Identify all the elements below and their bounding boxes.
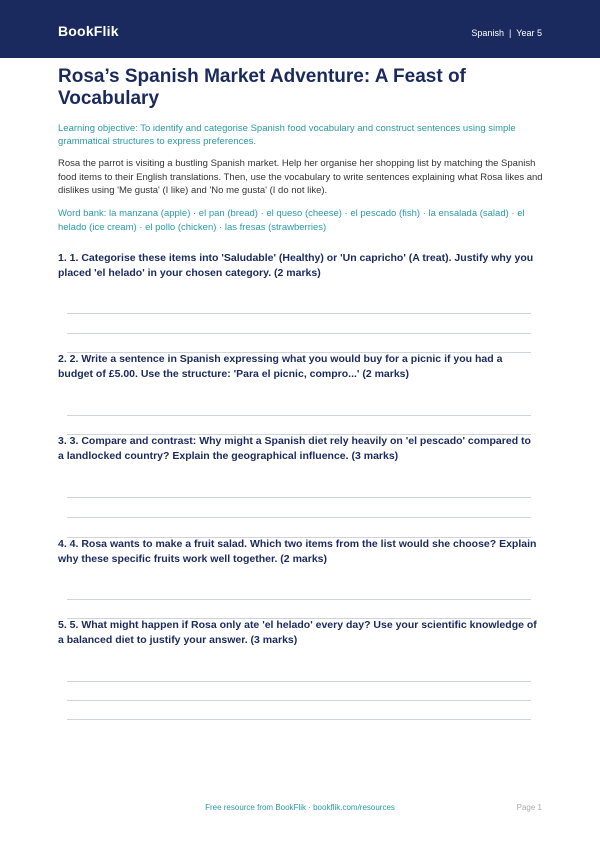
subject-label: Spanish (471, 28, 504, 38)
answer-line[interactable] (67, 497, 531, 498)
question-2: 2. 2. Write a sentence in Spanish expressing what you would buy for a picnic if you had a budget of £5.00. Use the structure: 'Para el picnic, compro...' (2 marks) (58, 353, 503, 380)
word-bank: Word bank: la manzana (apple) · el pan (bread) · el queso (cheese) · el pescado (fish) · la ensalada (salad) · el helado (ice cream) · el pollo (chicken) · las fresas (strawberries) (58, 208, 525, 233)
year-label: Year 5 (516, 28, 542, 38)
page-number: Page 1 (516, 803, 542, 812)
intro-paragraph: Rosa the parrot is visiting a bustling Spanish market. Help her organise her shopping list by matching the Spanish food items to their English translations. Then, use the vocabulary to write sentences explaining what Rosa likes and dislikes using 'Me gusta' (I like) and 'No me gusta' (I do not like). (58, 158, 543, 196)
brand-logo-text: BookFlik (58, 23, 119, 39)
answer-line[interactable] (67, 700, 531, 701)
header-separator: | (508, 28, 512, 38)
page-title: Rosa’s Spanish Market Adventure: A Feast of Vocabulary (58, 66, 466, 109)
answer-line[interactable] (67, 719, 531, 720)
question-1: 1. 1. Categorise these items into 'Saludable' (Healthy) or 'Un capricho' (A treat). Justify why you placed 'el helado' in your chosen category. (2 marks) (58, 252, 534, 279)
question-4: 4. 4. Rosa wants to make a fruit salad. Which two items from the list would she choose? Explain why these specific fruits work well together. (2 marks) (58, 538, 537, 565)
answer-line[interactable] (67, 313, 531, 314)
learning-objective: Learning objective: To identify and categorise Spanish food vocabulary and construct sentences using simple grammatical structures to express preferences. (58, 123, 516, 147)
answer-line[interactable] (67, 333, 531, 334)
header-meta (471, 28, 542, 38)
question-3: 3. 3. Compare and contrast: Why might a Spanish diet rely heavily on 'el pescado' compared to a landlocked country? Explain the geographical influence. (3 marks) (58, 435, 531, 462)
answer-line[interactable] (67, 415, 531, 416)
question-5: 5. 5. What might happen if Rosa only ate 'el helado' every day? Use your scientific knowledge of a balanced diet to justify your answer. (3 marks) (58, 619, 537, 646)
answer-line[interactable] (67, 517, 531, 518)
answer-line[interactable] (67, 681, 531, 682)
answer-line[interactable] (67, 599, 531, 600)
footer-source-link[interactable]: Free resource from BookFlik · bookflik.com/resources (205, 803, 395, 812)
header-bar (0, 0, 600, 58)
